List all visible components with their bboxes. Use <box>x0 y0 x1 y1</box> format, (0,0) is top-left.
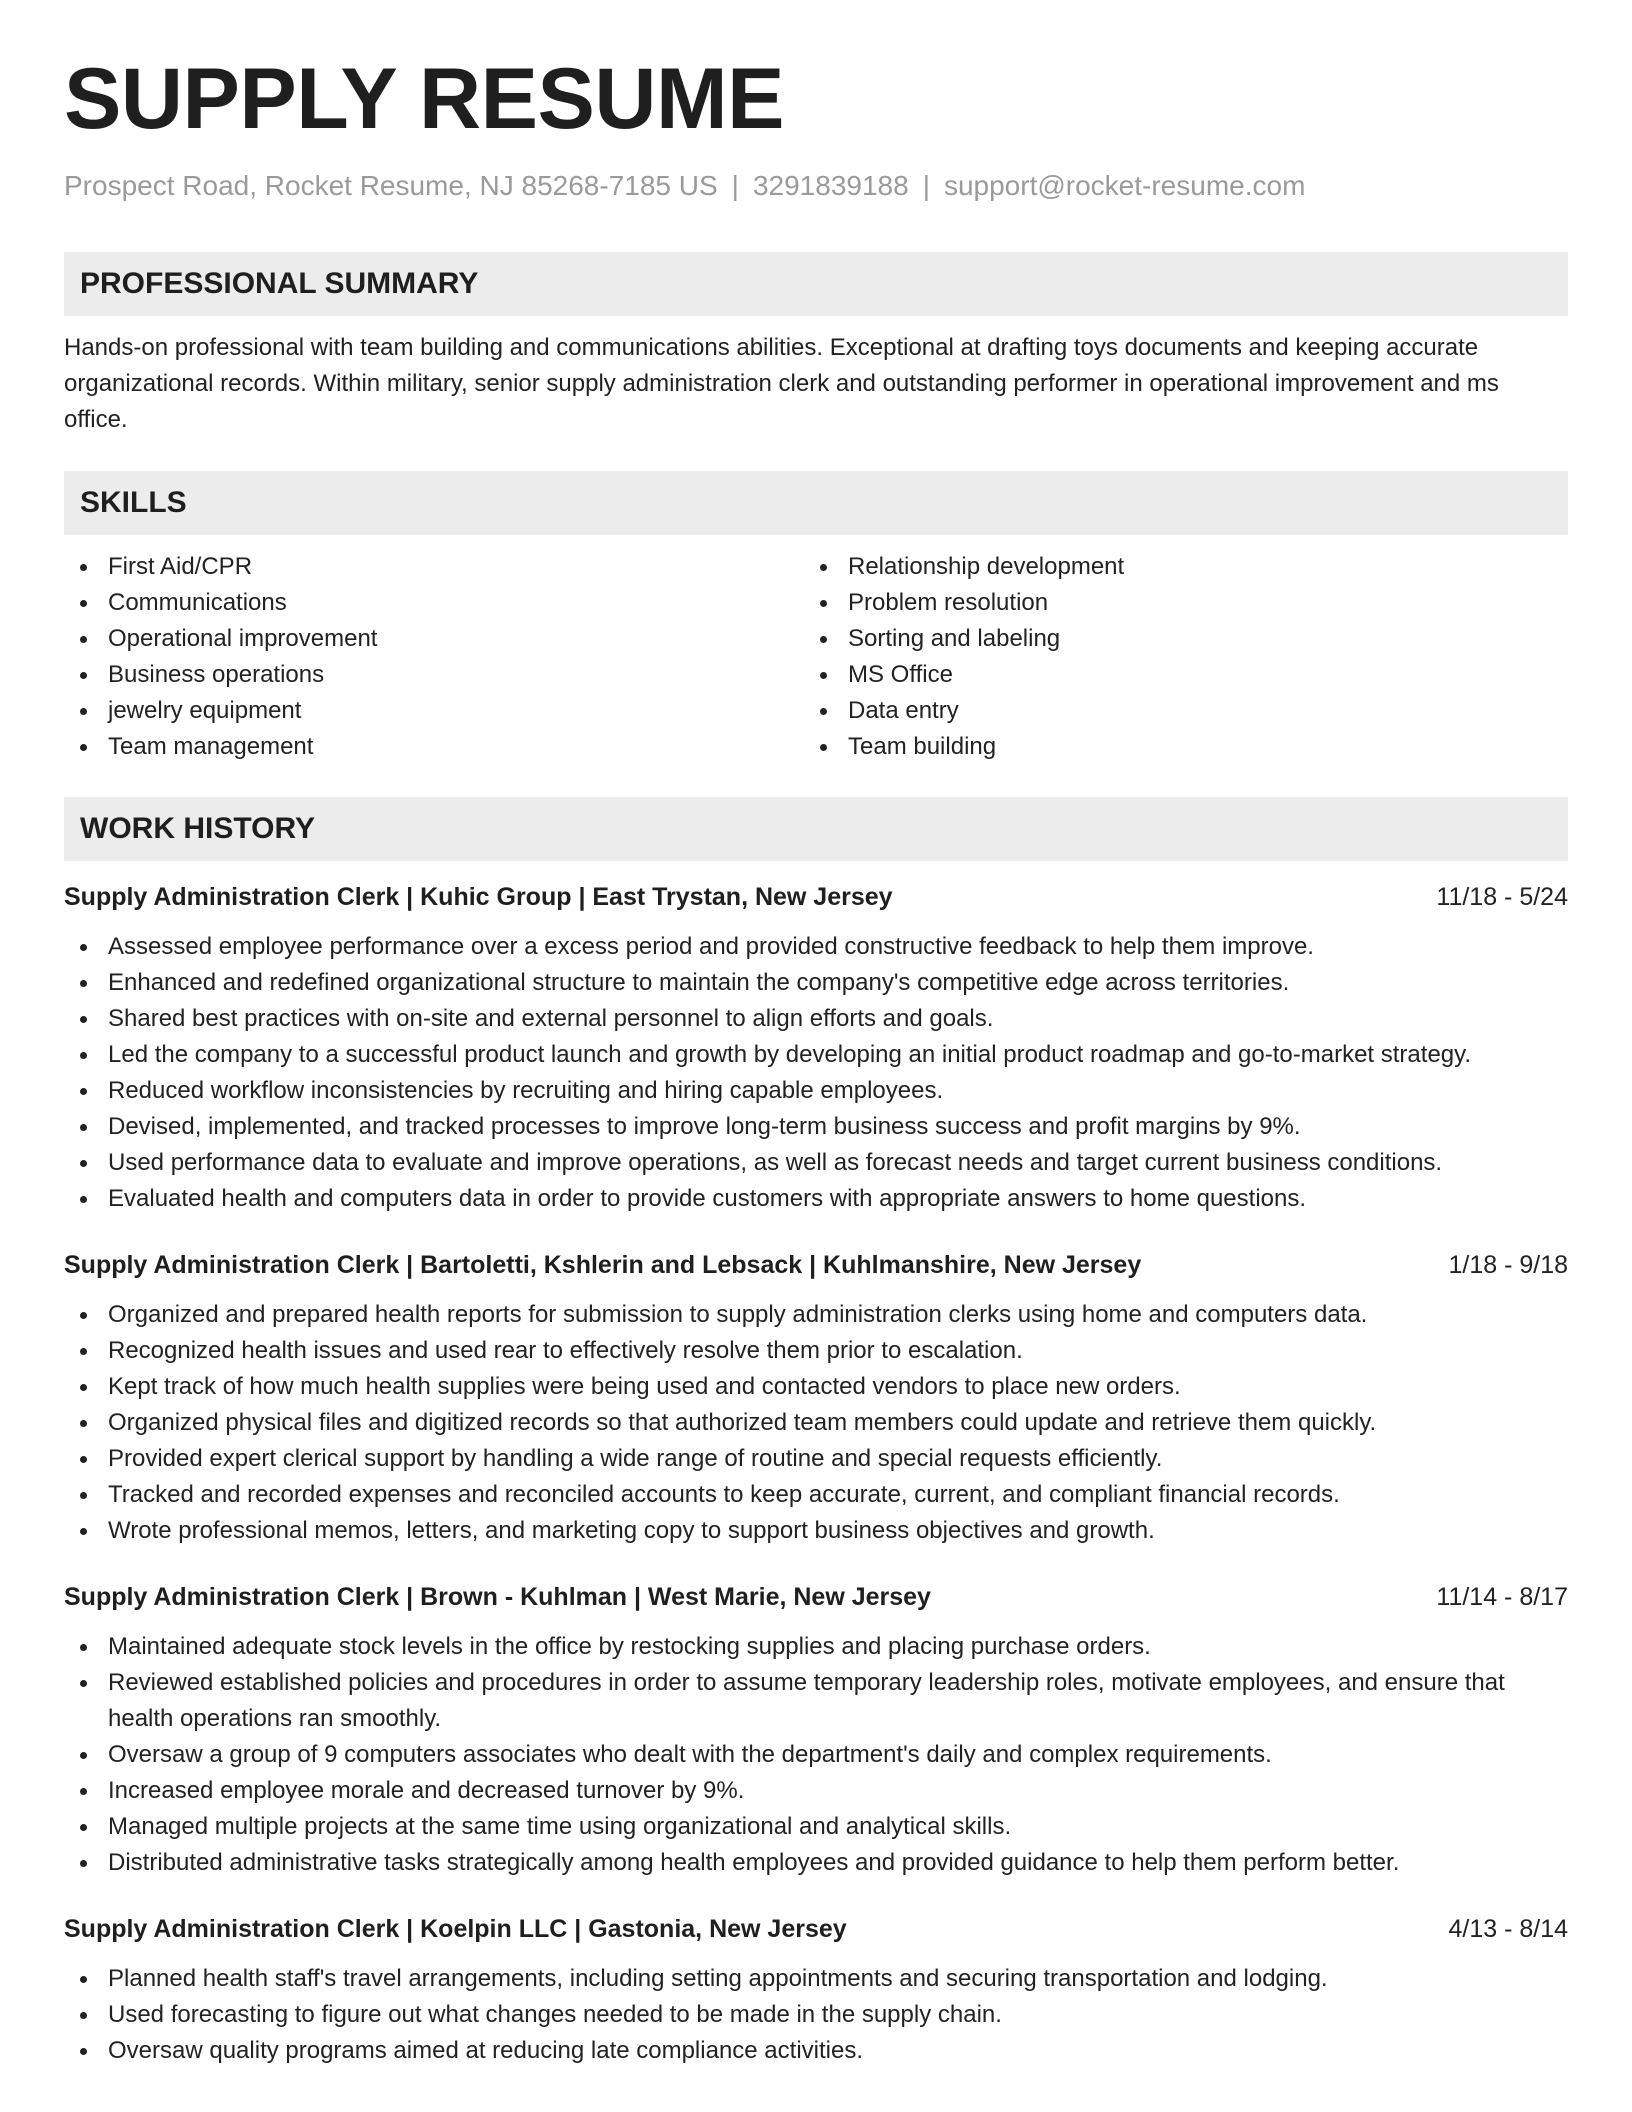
job-entry <box>64 1579 1568 1881</box>
job-bullet: Increased employee morale and decreased turnover by 9%. <box>64 1773 1568 1809</box>
skill-item: Problem resolution <box>804 585 1544 621</box>
skill-item: Sorting and labeling <box>804 621 1544 657</box>
work-history-list <box>64 879 1568 2069</box>
job-bullet-list <box>64 1297 1568 1549</box>
skill-item: Team building <box>804 729 1544 765</box>
section-header-summary: PROFESSIONAL SUMMARY <box>64 252 1568 316</box>
job-bullet: Recognized health issues and used rear to effectively resolve them prior to escalation. <box>64 1333 1568 1369</box>
job-header <box>64 1911 1568 1947</box>
job-dates: 1/18 - 9/18 <box>1448 1251 1568 1279</box>
job-bullet: Used performance data to evaluate and improve operations, as well as forecast needs and target current business conditions. <box>64 1145 1568 1181</box>
job-bullet: Organized and prepared health reports for submission to supply administration clerks using home and computers data. <box>64 1297 1568 1333</box>
job-entry <box>64 1247 1568 1549</box>
job-bullet: Led the company to a successful product launch and growth by developing an initial product roadmap and go-to-market strategy. <box>64 1037 1568 1073</box>
contact-separator: | <box>922 170 930 201</box>
job-title: Supply Administration Clerk | Brown - Kuhlman | West Marie, New Jersey <box>64 1583 931 1611</box>
job-bullet: Reduced workflow inconsistencies by recruiting and hiring capable employees. <box>64 1073 1568 1109</box>
contact-phone: 3291839188 <box>752 170 909 201</box>
skills-column-left <box>64 549 804 765</box>
job-header <box>64 1579 1568 1615</box>
section-header-work-history: WORK HISTORY <box>64 797 1568 861</box>
job-header <box>64 879 1568 915</box>
job-bullet: Evaluated health and computers data in order to provide customers with appropriate answers to home questions. <box>64 1181 1568 1217</box>
job-dates: 11/14 - 8/17 <box>1436 1583 1568 1611</box>
job-bullet: Oversaw a group of 9 computers associates who dealt with the department's daily and complex requirements. <box>64 1737 1568 1773</box>
job-bullet: Enhanced and redefined organizational structure to maintain the company's competitive edge across territories. <box>64 965 1568 1001</box>
job-entry <box>64 879 1568 1217</box>
skill-item: MS Office <box>804 657 1544 693</box>
skill-item: jewelry equipment <box>64 693 804 729</box>
job-dates: 11/18 - 5/24 <box>1436 883 1568 911</box>
job-header <box>64 1247 1568 1283</box>
job-bullet-list <box>64 1961 1568 2069</box>
job-bullet: Reviewed established policies and procedures in order to assume temporary leadership roles, motivate employees, and ensure that health operations ran smoothly. <box>64 1665 1568 1737</box>
contact-address: Prospect Road, Rocket Resume, NJ 85268-7185 US <box>64 170 718 201</box>
job-bullet: Distributed administrative tasks strategically among health employees and provided guidance to help them perform better. <box>64 1845 1568 1881</box>
skill-item: Business operations <box>64 657 804 693</box>
job-bullet: Shared best practices with on-site and external personnel to align efforts and goals. <box>64 1001 1568 1037</box>
job-bullet: Tracked and recorded expenses and reconciled accounts to keep accurate, current, and compliant financial records. <box>64 1477 1568 1513</box>
job-bullet-list <box>64 1629 1568 1881</box>
skill-item: Team management <box>64 729 804 765</box>
skill-item: First Aid/CPR <box>64 549 804 585</box>
contact-line <box>64 170 1568 202</box>
contact-email: support@rocket-resume.com <box>943 170 1306 201</box>
skill-item: Communications <box>64 585 804 621</box>
summary-text: Hands-on professional with team building and communications abilities. Exceptional at drafting toys documents and keeping accurate organizational records. Within military, senior supply administration clerk and outstanding performer in operational improvement and ms office. <box>64 334 1499 433</box>
job-bullet-list <box>64 929 1568 1217</box>
job-bullet: Kept track of how much health supplies were being used and contacted vendors to place new orders. <box>64 1369 1568 1405</box>
job-bullet: Managed multiple projects at the same time using organizational and analytical skills. <box>64 1809 1568 1845</box>
skills-column-right <box>804 549 1544 765</box>
job-bullet: Oversaw quality programs aimed at reducing late compliance activities. <box>64 2033 1568 2069</box>
skills-grid <box>64 549 1568 765</box>
job-bullet: Planned health staff's travel arrangements, including setting appointments and securing transportation and lodging. <box>64 1961 1568 1997</box>
section-header-skills: SKILLS <box>64 471 1568 535</box>
job-bullet: Wrote professional memos, letters, and marketing copy to support business objectives and growth. <box>64 1513 1568 1549</box>
job-bullet: Used forecasting to figure out what changes needed to be made in the supply chain. <box>64 1997 1568 2033</box>
skill-item: Operational improvement <box>64 621 804 657</box>
job-title: Supply Administration Clerk | Bartoletti, Kshlerin and Lebsack | Kuhlmanshire, New Jersey <box>64 1251 1142 1279</box>
job-bullet: Organized physical files and digitized records so that authorized team members could update and retrieve them quickly. <box>64 1405 1568 1441</box>
job-title: Supply Administration Clerk | Koelpin LLC | Gastonia, New Jersey <box>64 1915 847 1943</box>
skill-item: Data entry <box>804 693 1544 729</box>
job-title: Supply Administration Clerk | Kuhic Group | East Trystan, New Jersey <box>64 883 893 911</box>
contact-separator: | <box>731 170 739 201</box>
job-dates: 4/13 - 8/14 <box>1448 1915 1568 1943</box>
job-bullet: Devised, implemented, and tracked processes to improve long-term business success and profit margins by 9%. <box>64 1109 1568 1145</box>
job-bullet: Maintained adequate stock levels in the office by restocking supplies and placing purchase orders. <box>64 1629 1568 1665</box>
job-bullet: Provided expert clerical support by handling a wide range of routine and special requests efficiently. <box>64 1441 1568 1477</box>
skill-item: Relationship development <box>804 549 1544 585</box>
job-bullet: Assessed employee performance over a excess period and provided constructive feedback to help them improve. <box>64 929 1568 965</box>
resume-name: SUPPLY RESUME <box>64 51 784 147</box>
job-entry <box>64 1911 1568 2069</box>
